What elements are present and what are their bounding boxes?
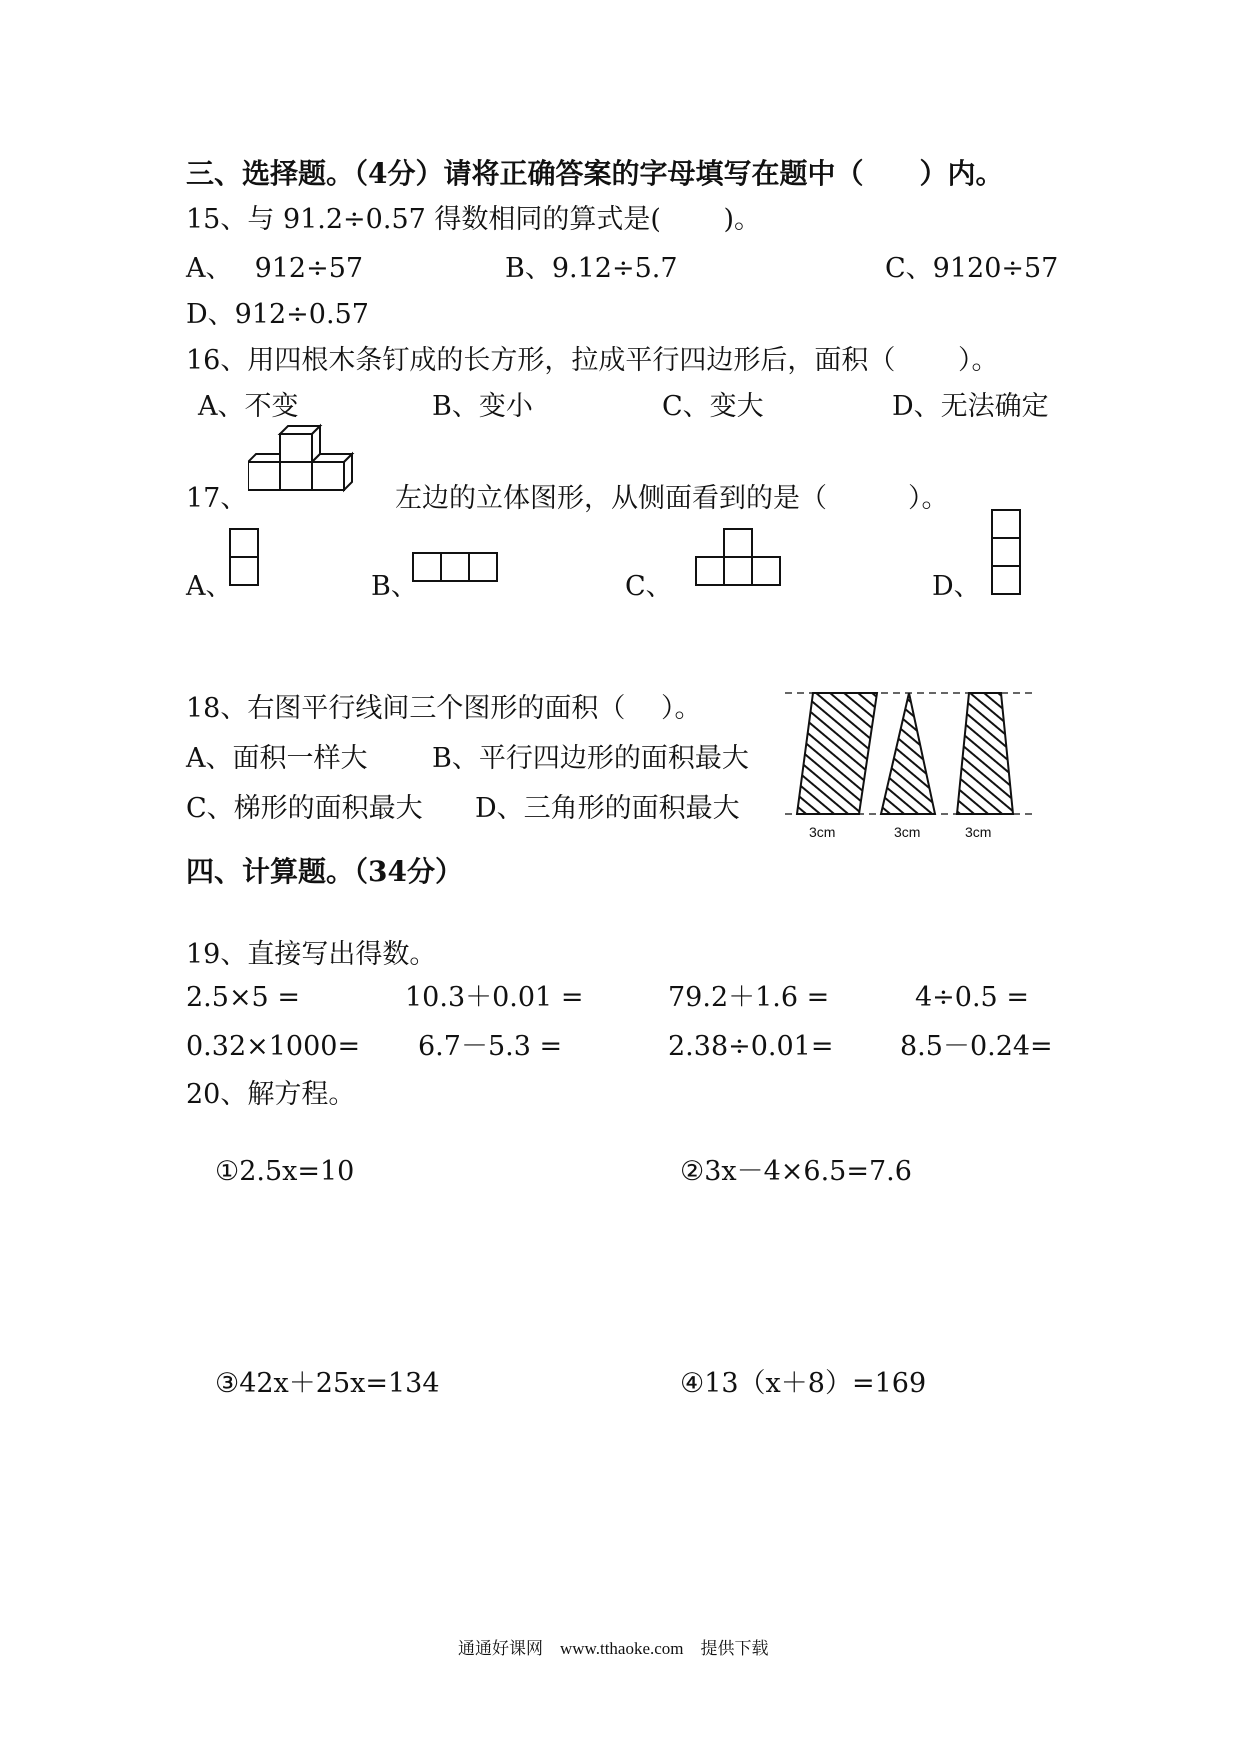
q16-option-d: D、无法确定	[892, 391, 1049, 422]
question-15-stem: 15、与 91.2÷0.57 得数相同的算式是( )。	[186, 204, 762, 235]
question-20-stem: 20、解方程。	[186, 1079, 356, 1110]
q17-option-c-letter: C、	[625, 571, 673, 602]
question-18-stem: 18、右图平行线间三个图形的面积（ ）。	[186, 693, 702, 724]
trapezoid-shape	[957, 693, 1013, 814]
q19-item-6: 6.7－5.3 =	[418, 1031, 563, 1062]
q18-option-b: B、平行四边形的面积最大	[432, 743, 749, 774]
page-footer: 通通好课网 www.tthaoke.com 提供下载	[458, 1639, 769, 1658]
q20-equation-4: ④13（x＋8）=169	[680, 1368, 927, 1399]
q16-option-a: A、不变	[198, 391, 299, 422]
q20-equation-3: ③42x＋25x=134	[215, 1368, 440, 1399]
q17-cube-solid-figure	[248, 420, 360, 500]
q20-equation-2: ②3x－4×6.5=7.6	[680, 1156, 912, 1187]
q19-item-3: 79.2＋1.6 =	[668, 982, 830, 1013]
q19-item-8: 8.5－0.24=	[900, 1031, 1053, 1062]
q19-item-1: 2.5×5 =	[186, 982, 300, 1013]
triangle-shape	[881, 693, 935, 814]
q16-option-b: B、变小	[432, 391, 533, 422]
q20-equation-1: ①2.5x=10	[215, 1156, 355, 1187]
q17-option-b-letter: B、	[371, 571, 418, 602]
trapezoid-base-label: 3cm	[965, 824, 992, 840]
q19-item-7: 2.38÷0.01=	[668, 1031, 834, 1062]
q19-item-2: 10.3＋0.01 =	[405, 982, 584, 1013]
q18-option-a: A、面积一样大	[186, 743, 368, 774]
question-17-number: 17、	[186, 483, 248, 514]
section-4-heading: 四、计算题。（34分）	[186, 855, 463, 888]
q17-option-d-letter: D、	[932, 571, 981, 602]
q18-parallel-lines-figure	[785, 680, 1045, 855]
q18-option-d: D、三角形的面积最大	[475, 793, 740, 824]
question-19-stem: 19、直接写出得数。	[186, 939, 437, 970]
q16-option-c: C、变大	[662, 391, 764, 422]
q15-option-d: D、912÷0.57	[186, 299, 369, 330]
q17-option-c-figure	[695, 528, 781, 588]
q17-option-a-letter: A、	[186, 571, 233, 602]
triangle-base-label: 3cm	[894, 824, 921, 840]
q17-option-b-figure	[412, 552, 498, 584]
q19-item-5: 0.32×1000=	[186, 1031, 361, 1062]
question-17-stem: 左边的立体图形，从侧面看到的是（ ）。	[395, 483, 949, 514]
q18-option-c: C、梯形的面积最大	[186, 793, 423, 824]
q19-item-4: 4÷0.5 =	[915, 982, 1029, 1013]
parallelogram-shape	[797, 693, 877, 814]
q15-option-b: B、9.12÷5.7	[505, 253, 678, 284]
question-16-stem: 16、用四根木条钉成的长方形，拉成平行四边形后，面积（ ）。	[186, 345, 999, 376]
section-3-heading: 三、选择题。（4分）请将正确答案的字母填写在题中（ ）内。	[186, 157, 1004, 190]
q15-option-a: A、 912÷57	[186, 253, 364, 284]
q17-option-a-figure	[229, 528, 259, 588]
parallelogram-base-label: 3cm	[809, 824, 836, 840]
q17-option-d-figure	[991, 509, 1021, 596]
q15-option-c: C、9120÷57	[885, 253, 1059, 284]
